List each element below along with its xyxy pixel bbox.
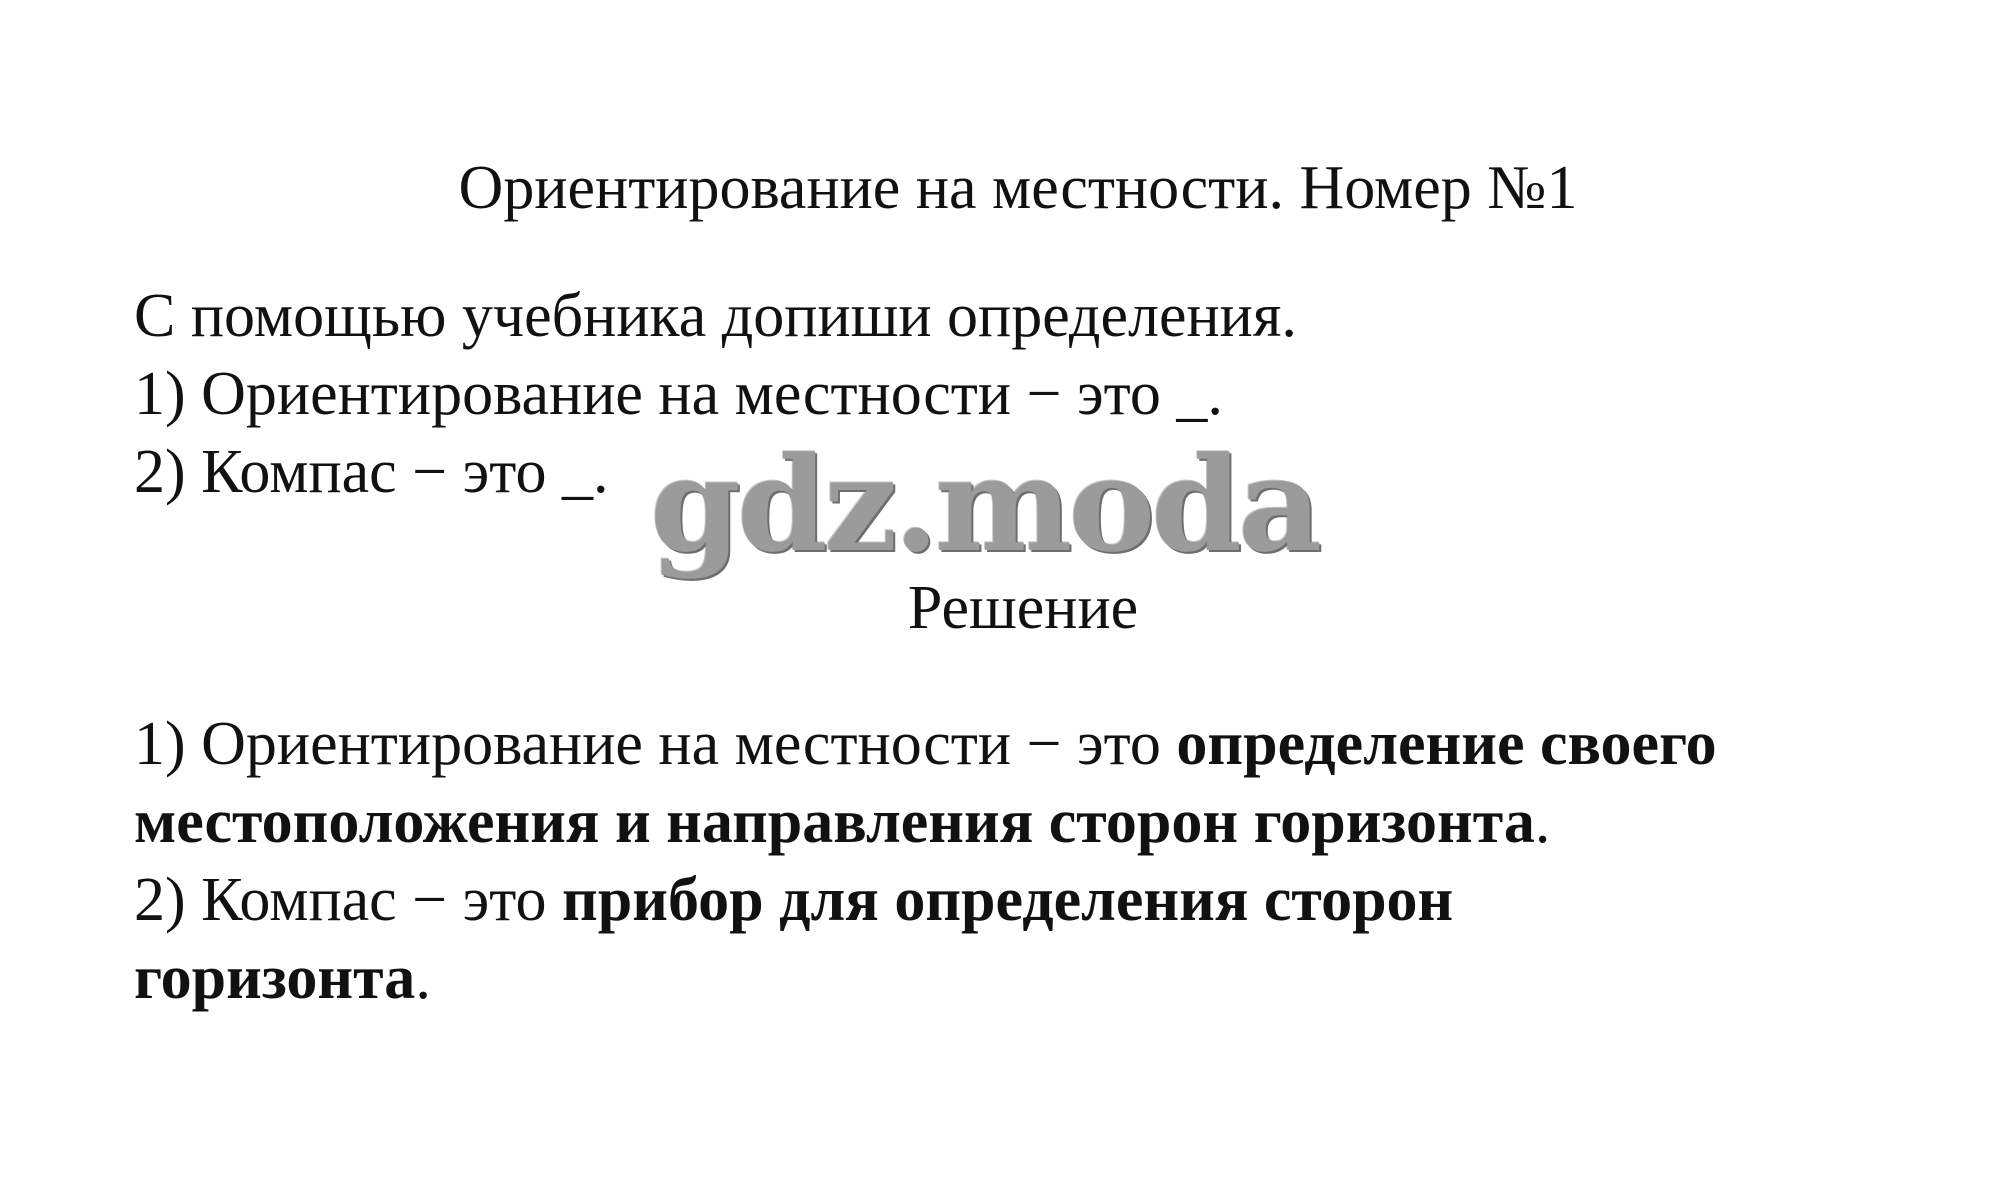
answer-2-prefix: 2) Компас − это <box>134 866 563 934</box>
watermark-logo: gdz.moda <box>650 428 1319 581</box>
answer-2-suffix: . <box>415 944 431 1012</box>
task-item-1: 1) Ориентирование на местности − это _. <box>134 360 1223 428</box>
page-title: Ориентирование на местности. Номер №1 <box>458 154 1578 222</box>
answer-1-prefix: 1) Ориентирование на местности − это <box>134 710 1177 778</box>
task-intro: С помощью учебника допиши определения. <box>134 282 1297 350</box>
task-item-2: 2) Компас − это _. <box>134 438 609 506</box>
answer-1-line-1 <box>134 706 1717 782</box>
answer-1-bold-part-1: определение своего <box>1176 710 1717 778</box>
answer-2-line-2 <box>134 940 431 1016</box>
answer-2-bold-part-1: прибор для определения сторон <box>562 866 1454 934</box>
solution-heading: Решение <box>907 574 1139 642</box>
answer-1-bold-part-2: местоположения и направления сторон горизонта <box>134 788 1535 856</box>
answer-1-suffix: . <box>1534 788 1551 856</box>
answer-2-line-1 <box>134 862 1453 938</box>
answer-2-bold-part-2: горизонта <box>134 944 416 1012</box>
answer-1-line-2 <box>134 784 1550 860</box>
